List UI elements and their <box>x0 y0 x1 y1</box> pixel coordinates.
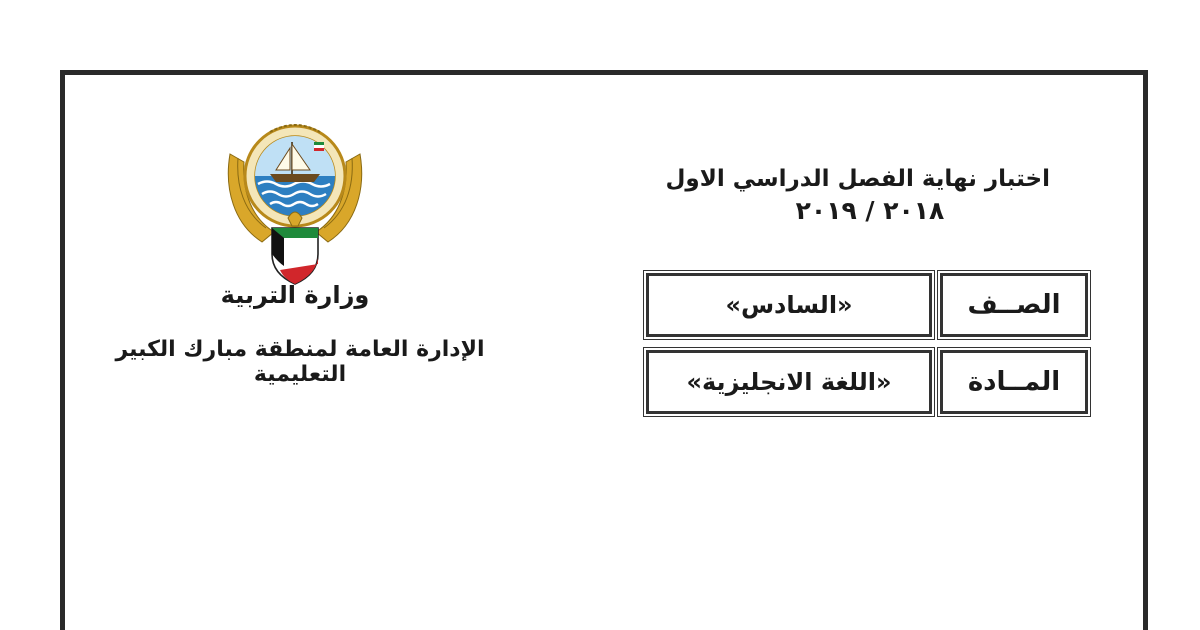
subject-value: «اللغة الانجليزية» <box>646 350 932 414</box>
grade-label: الصــف <box>940 273 1088 337</box>
directorate-name: الإدارة العامة لمنطقة مبارك الكبير التعليمية <box>115 337 485 387</box>
kuwait-emblem-icon <box>222 114 368 286</box>
grade-value: «السادس» <box>646 273 932 337</box>
ministry-name: وزارة التربية <box>220 281 370 309</box>
subject-label: المــادة <box>940 350 1088 414</box>
exam-year: ٢٠١٨ / ٢٠١٩ <box>795 196 945 225</box>
exam-title: اختبار نهاية الفصل الدراسي الاول <box>665 166 1050 192</box>
